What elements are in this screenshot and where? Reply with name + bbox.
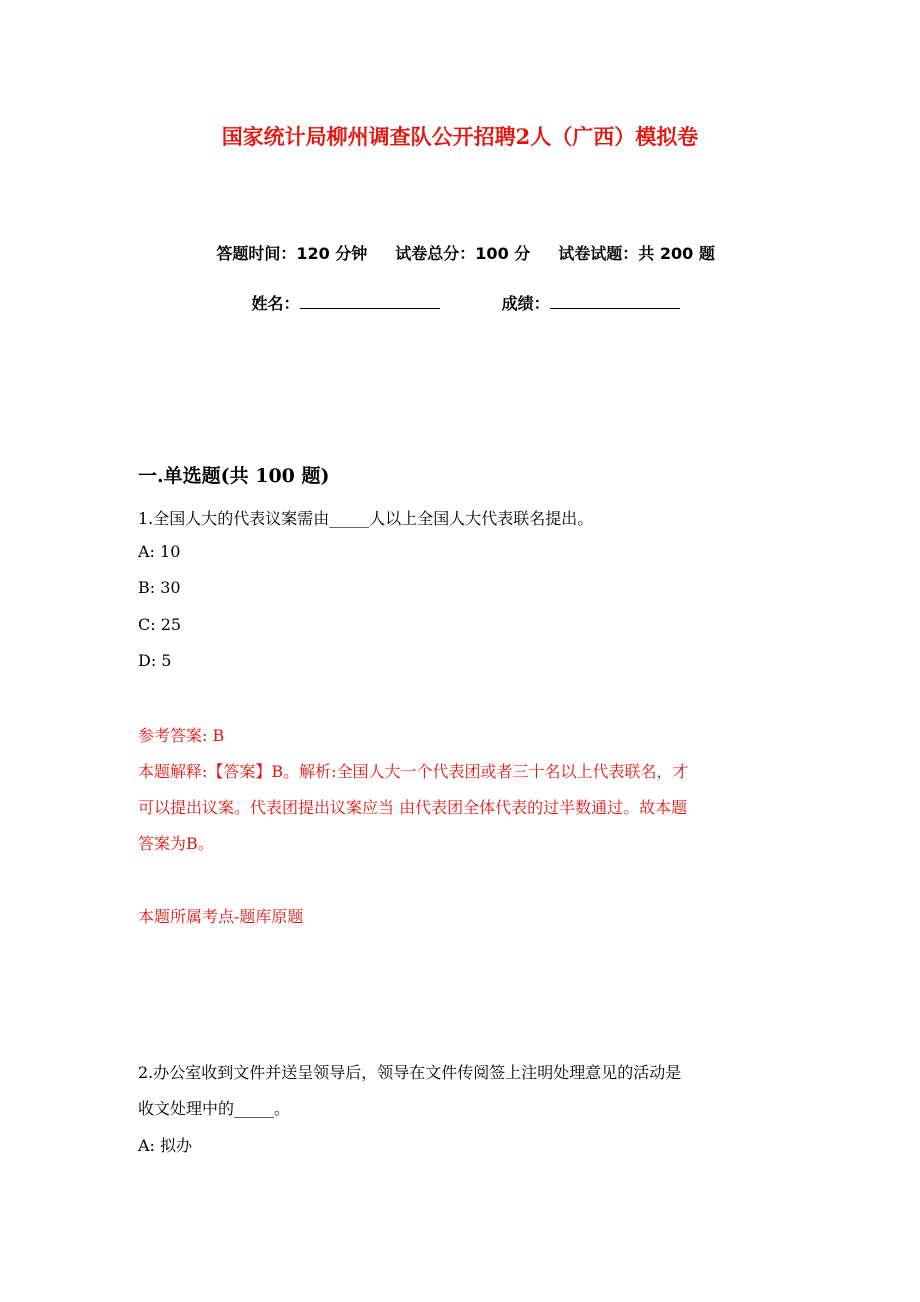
name-blank <box>300 292 440 309</box>
question-1-stem: 1.全国人大的代表议案需由_____人以上全国人大代表联名提出。 <box>138 509 594 528</box>
exam-question-count: 试卷试题：共 200 题 <box>558 244 715 263</box>
question-2-stem-line: 收文处理中的_____。 <box>138 1099 291 1118</box>
question-1-option-b: B: 30 <box>138 578 181 597</box>
grade-blank <box>550 292 680 309</box>
question-2-stem-line: 2.办公室收到文件并送呈领导后，领导在文件传阅签上注明处理意见的活动是 <box>138 1063 682 1082</box>
exam-total-score: 试卷总分：100 分 <box>395 244 531 263</box>
question-1-explanation-line: 本题解释:【答案】B。解析:全国人大一个代表团或者三十名以上代表联名，才 <box>138 762 689 781</box>
question-1-option-a: A: 10 <box>138 542 181 561</box>
name-label: 姓名： <box>251 294 300 313</box>
exam-info-row <box>0 222 920 264</box>
name-grade-row <box>0 272 920 314</box>
exam-time: 答题时间：120 分钟 <box>216 244 368 263</box>
grade-label: 成绩： <box>501 294 550 313</box>
question-1-explanation-line: 答案为B。 <box>138 834 214 853</box>
question-1-option-c: C: 25 <box>138 615 182 634</box>
question-1-option-d: D: 5 <box>138 651 172 670</box>
question-1-answer: 参考答案: B <box>138 726 225 745</box>
question-1-source: 本题所属考点-题库原题 <box>138 907 304 926</box>
question-2-option-a: A: 拟办 <box>138 1136 193 1155</box>
section-title: 一.单选题(共 100 题) <box>138 465 330 487</box>
question-1-explanation-line: 可以提出议案。代表团提出议案应当 由代表团全体代表的过半数通过。故本题 <box>138 798 688 817</box>
document-title: 国家统计局柳州调查队公开招聘2人（广西）模拟卷 <box>221 124 699 149</box>
